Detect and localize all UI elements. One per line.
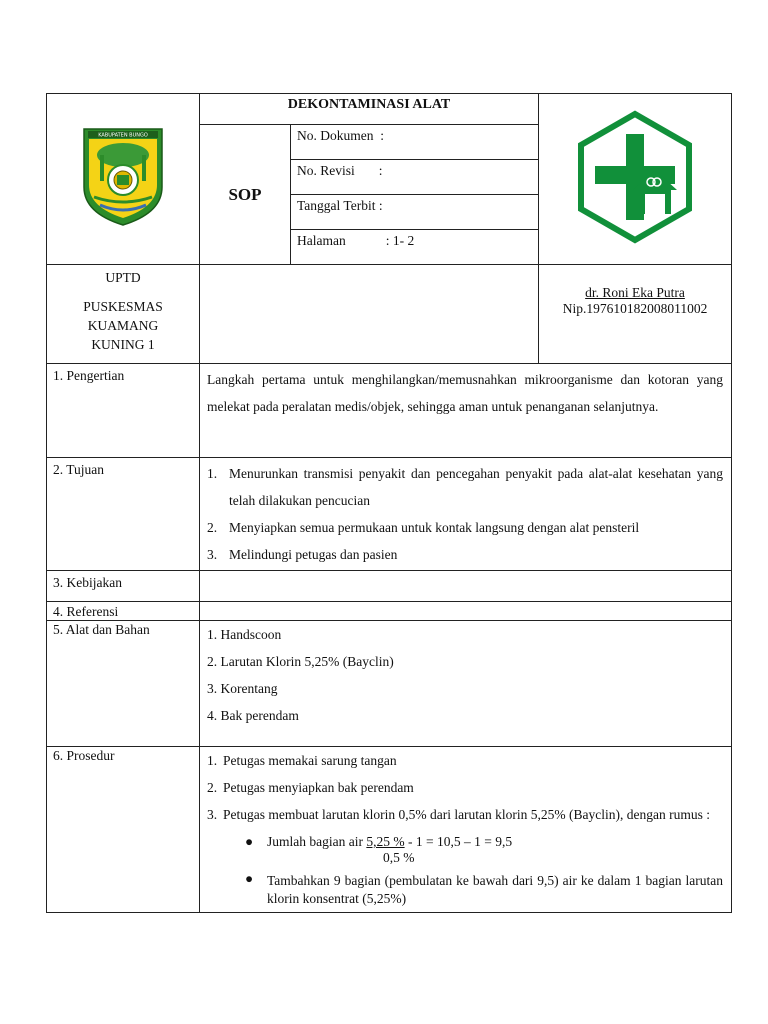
unit-line-3: KUAMANG — [87, 318, 159, 333]
list-item — [207, 747, 723, 774]
meta-label: No. Dokumen — [297, 128, 374, 143]
list-number: 3. — [207, 547, 218, 562]
formula-suffix: - 1 = 10,5 – 1 = 9,5 — [407, 834, 513, 849]
list-item — [207, 460, 723, 514]
unit-line-4: KUNING 1 — [91, 337, 155, 352]
section-content-alat — [200, 621, 732, 747]
meta-label: Tanggal Terbit — [297, 198, 376, 213]
meta-tanggal-terbit — [291, 195, 539, 230]
list-text: Menyiapkan semua permukaan untuk kontak langsung dengan alat pensteril — [229, 520, 640, 535]
unit-line-1: UPTD — [105, 270, 141, 285]
formula — [207, 828, 723, 870]
meta-halaman — [291, 230, 539, 265]
section-content-prosedur — [200, 747, 732, 913]
section-content-tujuan — [200, 458, 732, 571]
list-item — [207, 514, 723, 541]
meta-label: No. Revisi — [297, 163, 355, 178]
section-content-referensi — [200, 602, 732, 621]
sop-document — [46, 93, 731, 913]
bullet-icon: ● — [245, 871, 254, 886]
list-number: 1. — [207, 466, 218, 481]
regency-banner-text: KABUPATEN BUNGO — [98, 132, 148, 139]
regency-logo-cell — [47, 94, 200, 265]
procedure-note — [207, 870, 723, 910]
section-content-kebijakan — [200, 571, 732, 602]
list-text: Menurunkan transmisi penyakit dan pencegahan penyakit pada alat-alat kesehatan yang telah dilakukan pencucian — [229, 466, 724, 508]
list-number: 2. — [207, 780, 218, 795]
unit-line-2: PUSKESMAS — [83, 299, 163, 314]
list-text: Petugas menyiapkan bak perendam — [223, 780, 414, 795]
regency-emblem-icon — [80, 125, 166, 229]
meta-label: Halaman — [297, 233, 346, 248]
meta-value: : 1- 2 — [385, 233, 415, 248]
list-item — [207, 801, 723, 828]
formula-numerator: 5,25 % — [366, 834, 405, 849]
list-number: 2. — [207, 520, 218, 535]
meta-value: : — [378, 163, 383, 178]
list-number: 3. — [207, 807, 218, 822]
signatory-block — [539, 265, 732, 364]
section-content-pengertian: Langkah pertama untuk menghilangkan/memusnahkan mikroorganisme dan kotoran yang melekat pada peralatan medis/objek, sehingga aman untuk penanganan selanjutnya. — [200, 364, 732, 458]
puskesmas-logo-icon — [575, 110, 695, 244]
bullet-icon: ● — [245, 834, 254, 849]
list-number: 1. — [207, 753, 218, 768]
meta-no-dokumen — [291, 125, 539, 160]
list-item — [207, 774, 723, 801]
section-label-alat: 5. Alat dan Bahan — [47, 621, 200, 747]
list-item: 1. Handscoon — [207, 627, 282, 642]
note-text: Tambahkan 9 bagian (pembulatan ke bawah dari 9,5) air ke dalam 1 bagian larutan klorin konsentrat (5,25%) — [267, 873, 724, 906]
section-label-referensi: 4. Referensi — [47, 602, 200, 621]
section-label-tujuan: 2. Tujuan — [47, 458, 200, 571]
section-label-kebijakan: 3. Kebijakan — [47, 571, 200, 602]
signatory-name: dr. Roni Eka Putra — [585, 285, 685, 300]
formula-prefix: Jumlah bagian air — [267, 834, 363, 849]
sop-label: SOP — [200, 125, 291, 265]
unit-name — [47, 265, 200, 364]
meta-value: : — [378, 198, 383, 213]
list-item: 4. Bak perendam — [207, 708, 299, 723]
document-title: DEKONTAMINASI ALAT — [200, 94, 539, 125]
meta-value: : — [380, 128, 385, 143]
list-item: 2. Larutan Klorin 5,25% (Bayclin) — [207, 654, 394, 669]
blank-header-cell — [200, 265, 539, 364]
section-label-prosedur: 6. Prosedur — [47, 747, 200, 913]
meta-no-revisi — [291, 160, 539, 195]
formula-denominator: 0,5 % — [383, 850, 415, 865]
signatory-nip: Nip.197610182008011002 — [562, 301, 708, 316]
list-item: 3. Korentang — [207, 681, 278, 696]
list-item — [207, 541, 723, 568]
list-text: Melindungi petugas dan pasien — [229, 547, 398, 562]
puskesmas-logo-cell — [539, 94, 732, 265]
section-label-pengertian: 1. Pengertian — [47, 364, 200, 458]
list-text: Petugas memakai sarung tangan — [223, 753, 397, 768]
list-text: Petugas membuat larutan klorin 0,5% dari larutan klorin 5,25% (Bayclin), dengan rumus : — [223, 807, 711, 822]
sop-table — [46, 93, 732, 913]
